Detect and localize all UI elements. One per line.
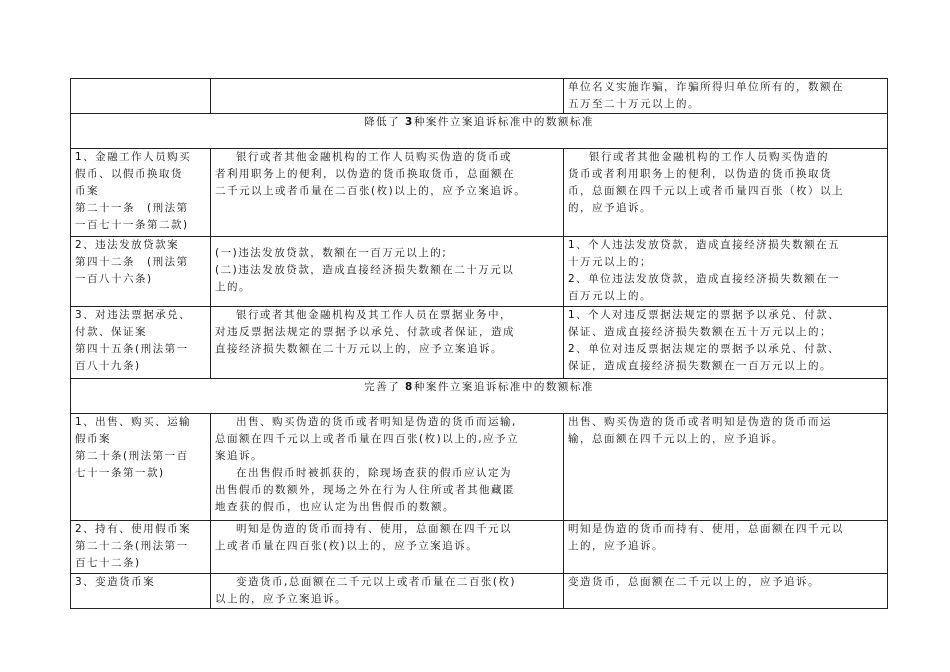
text-line: 币，总面额在四千元以上或者币量四百张（枚）以上: [568, 185, 844, 197]
text-line: 银行或者其他金融机构的工作人员购买伪造的: [589, 151, 829, 163]
text-line: 百七十二条): [75, 557, 141, 569]
section-title-suffix: 种案件立案追诉标准中的数额标准: [413, 381, 594, 393]
text-line: 五万至二十万元以上的。: [568, 98, 700, 110]
text-line: 币案: [75, 185, 99, 197]
new-standard-cell: [564, 237, 888, 307]
text-line: 假币案: [75, 433, 111, 445]
text-line: 上的。: [215, 281, 251, 293]
text-line: 变造货币，总面额在二千元以上的，应予追诉。: [568, 576, 820, 588]
text-line: 输，总面额在四千元以上的，应予追诉。: [568, 433, 784, 445]
text-line: 直接经济损失数额在二十万元以上的，应予立案追诉。: [215, 343, 503, 355]
new-standard-cell: [564, 574, 888, 609]
text-line: 明知是伪造的货币而持有、使用，总面额在四千元以: [568, 523, 844, 535]
old-standard-cell: [211, 574, 564, 609]
old-standard-cell: [211, 237, 564, 307]
text-line: 银行或者其他金融机构的工作人员购买伪造的货币或: [236, 151, 512, 163]
table-row: [71, 79, 888, 114]
section-header-row: [71, 114, 888, 149]
text-line: 总面额在四千元以上或者币量在四百张(枚)以上的,应予立: [215, 433, 520, 445]
text-line: 付款、保证案: [75, 326, 147, 338]
text-line: 在出售假币时被抓获的，除现场查获的假币应认定为: [236, 467, 512, 479]
text-line: 明知是伪造的货币而持有、使用，总面额在四千元以: [236, 523, 512, 535]
table-row: [71, 521, 888, 574]
text-line: 保证、造成直接经济损失数额在五十万元以上的；: [568, 326, 832, 338]
text-line: 货币或者利用职务上的便利，以伪造的货币换取货: [568, 168, 832, 180]
text-line: 一百八十六条): [75, 273, 153, 285]
new-standard-cell: [564, 414, 888, 521]
table-row: [71, 414, 888, 521]
text-line: 3、对违法票据承兑、: [75, 309, 192, 321]
case-name-cell: [71, 237, 211, 307]
section-title-suffix: 种案件立案追诉标准中的数额标准: [413, 116, 594, 128]
section-header-row: [71, 379, 888, 414]
text-line: 出售、购买伪造的货币或者明知是伪造的货币而运: [568, 416, 832, 428]
text-line: 保证，造成直接经济损失数额在一百万元以上的。: [568, 360, 832, 372]
text-line: 七十一条第一款): [75, 467, 165, 479]
text-line: 第二十二条(刑法第一: [75, 540, 189, 552]
table-row: [71, 149, 888, 237]
text-line: (一)违法发放贷款，数额在一百万元以上的;: [215, 247, 448, 259]
text-line: 2、持有、使用假币案: [75, 523, 192, 535]
text-line: 3、变造货币案: [75, 576, 156, 588]
section-title-number: 3: [405, 116, 414, 128]
section-title-prefix: 降低了: [364, 116, 401, 128]
section-title-number: 8: [405, 381, 414, 393]
text-line: 对违反票据法规定的票据予以承兑、付款或者保证，造成: [215, 326, 515, 338]
text-line: (二)违法发放贷款，造成直接经济损失数额在二十万元以: [215, 264, 515, 276]
text-line: 1、个人对违反票据法规定的票据予以承兑、付款、: [568, 309, 841, 321]
cell-text: [564, 79, 888, 114]
case-name-cell: [71, 307, 211, 379]
old-standard-cell: [211, 414, 564, 521]
old-standard-cell: [211, 149, 564, 237]
text-line: 十万元以上的；: [568, 256, 652, 268]
case-name-cell: [71, 414, 211, 521]
section-title-prefix: 完善了: [364, 381, 401, 393]
text-line: 单位名义实施诈骗，诈骗所得归单位所有的，数额在: [568, 81, 844, 93]
new-standard-cell: [564, 307, 888, 379]
text-line: 1、出售、购买、运输: [75, 416, 192, 428]
text-line: 第二十一条 (刑法第: [75, 202, 189, 214]
text-line: 第二十条(刑法第一百: [75, 450, 189, 462]
section-title: [71, 114, 888, 149]
text-line: 出售假币的数额外，现场之外在行为人住所或者其他藏匿: [215, 484, 515, 496]
text-line: 2、违法发放贷款案: [75, 239, 180, 251]
text-line: 案追诉。: [215, 450, 263, 462]
case-name-cell: [71, 521, 211, 574]
cell-empty: [71, 79, 211, 114]
case-name-cell: [71, 574, 211, 609]
text-line: 者利用职务上的便利，以伪造的货币换取货币，总面额在: [215, 168, 515, 180]
text-line: 一百七十一条第二款): [75, 219, 189, 231]
text-line: 上或者币量在四百张(枚)以上的，应予立案追诉。: [215, 540, 479, 552]
text-line: 银行或者其他金融机构及其工作人员在票据业务中，: [236, 309, 512, 321]
cell-empty: [211, 79, 564, 114]
text-line: 2、单位违法发放贷款，造成直接经济损失数额在一: [568, 273, 841, 285]
text-line: 出售、购买伪造的货币或者明知是伪造的货币而运输,: [236, 416, 517, 428]
text-line: 第四十二条 (刑法第: [75, 256, 189, 268]
text-line: 的，应予追诉。: [568, 202, 652, 214]
text-line: 百八十九条): [75, 360, 141, 372]
document-table: [70, 78, 888, 609]
text-line: 1、个人违法发放贷款，造成直接经济损失数额在五: [568, 239, 841, 251]
text-line: 变造货币,总面额在二千元以上或者币量在二百张(枚): [236, 576, 517, 588]
text-line: 第四十五条(刑法第一: [75, 343, 189, 355]
case-name-cell: [71, 149, 211, 237]
text-line: 上的，应予追诉。: [568, 540, 664, 552]
old-standard-cell: [211, 307, 564, 379]
text-line: 1、金融工作人员购买: [75, 151, 192, 163]
section-title: [71, 379, 888, 414]
table-row: [71, 574, 888, 609]
text-line: 地查获的假币，也应认定为出售假币的数额。: [215, 501, 455, 513]
text-line: 二千元以上或者币量在二百张(枚)以上的，应予立案追诉。: [215, 185, 527, 197]
text-line: 2、单位对违反票据法规定的票据予以承兑、付款、: [568, 343, 841, 355]
text-line: 百万元以上的。: [568, 290, 652, 302]
text-line: 以上的，应予立案追诉。: [215, 593, 347, 605]
table-row: [71, 237, 888, 307]
table-row: [71, 307, 888, 379]
text-line: 假币、以假币换取货: [75, 168, 183, 180]
new-standard-cell: [564, 521, 888, 574]
new-standard-cell: [564, 149, 888, 237]
old-standard-cell: [211, 521, 564, 574]
